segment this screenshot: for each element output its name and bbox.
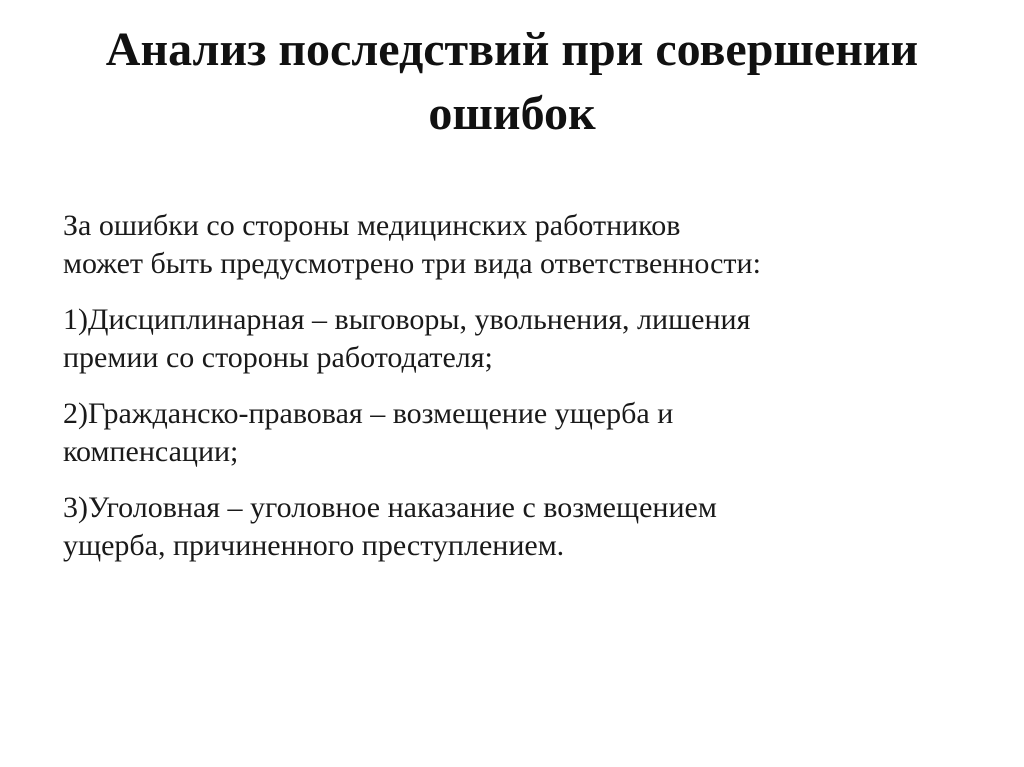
list-item-civil [63,395,983,471]
disciplinary-line-1: 1)Дисциплинарная – выговоры, увольнения, лишения [63,303,751,336]
list-item-criminal [63,489,983,565]
criminal-line-1: 3)Уголовная – уголовное наказание с возмещением [63,491,717,524]
slide-title [20,18,1004,146]
intro-line-1: За ошибки со стороны медицинских работников [63,209,681,242]
title-line-2: ошибок [428,87,596,140]
list-item-disciplinary [63,301,983,377]
title-line-1: Анализ последствий при совершении [105,23,919,76]
civil-line-2: компенсации; [63,435,239,468]
slide-body [63,207,983,583]
civil-line-1: 2)Гражданско-правовая – возмещение ущерба и [63,397,674,430]
intro-line-2: может быть предусмотрено три вида ответственности: [63,247,761,280]
criminal-line-2: ущерба, причиненного преступлением. [63,529,565,562]
disciplinary-line-2: премии со стороны работодателя; [63,341,493,374]
intro-paragraph [63,207,983,283]
